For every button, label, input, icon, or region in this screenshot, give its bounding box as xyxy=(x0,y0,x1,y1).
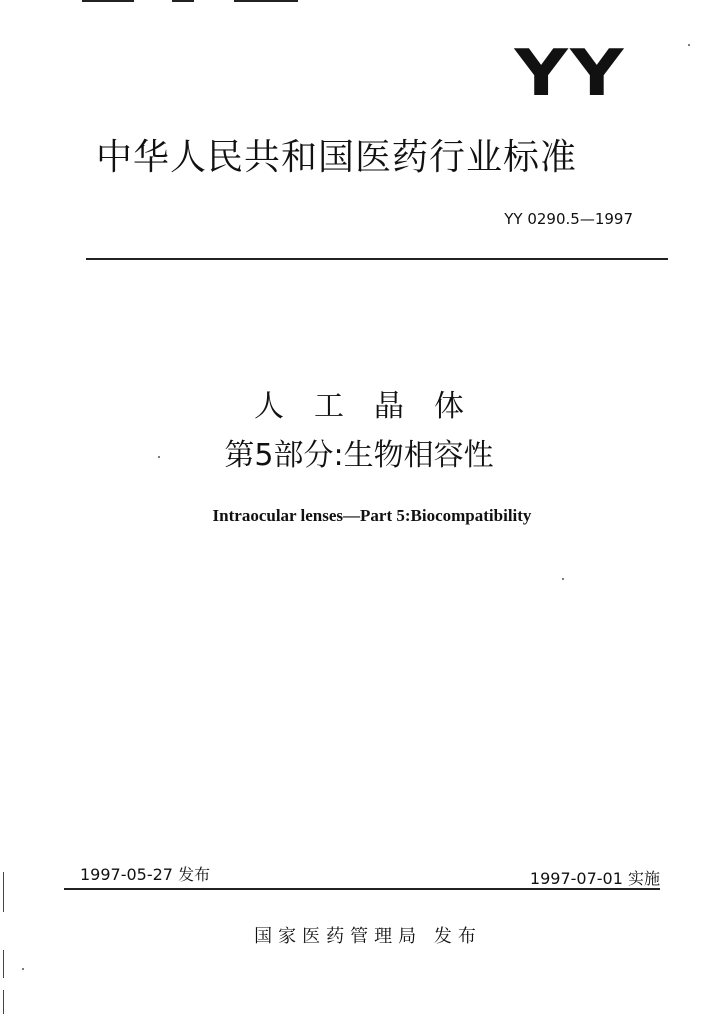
standard-number: YY 0290.5—1997 xyxy=(504,210,633,228)
title-char: 人 xyxy=(254,389,284,424)
header-divider xyxy=(86,258,668,260)
scan-speck xyxy=(158,456,160,458)
publisher: 国家医药管理局 发布 xyxy=(254,926,482,947)
scan-artifact-edge xyxy=(3,872,4,912)
title-char: 工 xyxy=(314,389,344,424)
yy-logo: YY xyxy=(514,37,626,111)
scan-speck xyxy=(688,44,690,46)
issue-date: 1997-05-27 发布 xyxy=(80,865,211,884)
title-char: 体 xyxy=(434,389,464,424)
title-char: 晶 xyxy=(374,389,404,424)
footer-divider xyxy=(64,888,660,890)
document-title xyxy=(0,389,718,424)
scan-speck xyxy=(562,578,564,580)
scan-artifact-top xyxy=(82,0,134,2)
scan-artifact-edge xyxy=(3,950,4,978)
english-title: Intraocular lenses—Part 5:Biocompatibility xyxy=(212,506,532,525)
document-subtitle: 第5部分:生物相容性 xyxy=(224,438,494,473)
industry-standard-title: 中华人民共和国医药行业标准 xyxy=(96,137,578,178)
scan-artifact-edge xyxy=(3,990,4,1014)
implementation-date: 1997-07-01 实施 xyxy=(529,869,660,888)
scan-artifact-top xyxy=(234,0,298,2)
scan-artifact-top xyxy=(172,0,194,2)
scan-speck xyxy=(22,968,24,970)
